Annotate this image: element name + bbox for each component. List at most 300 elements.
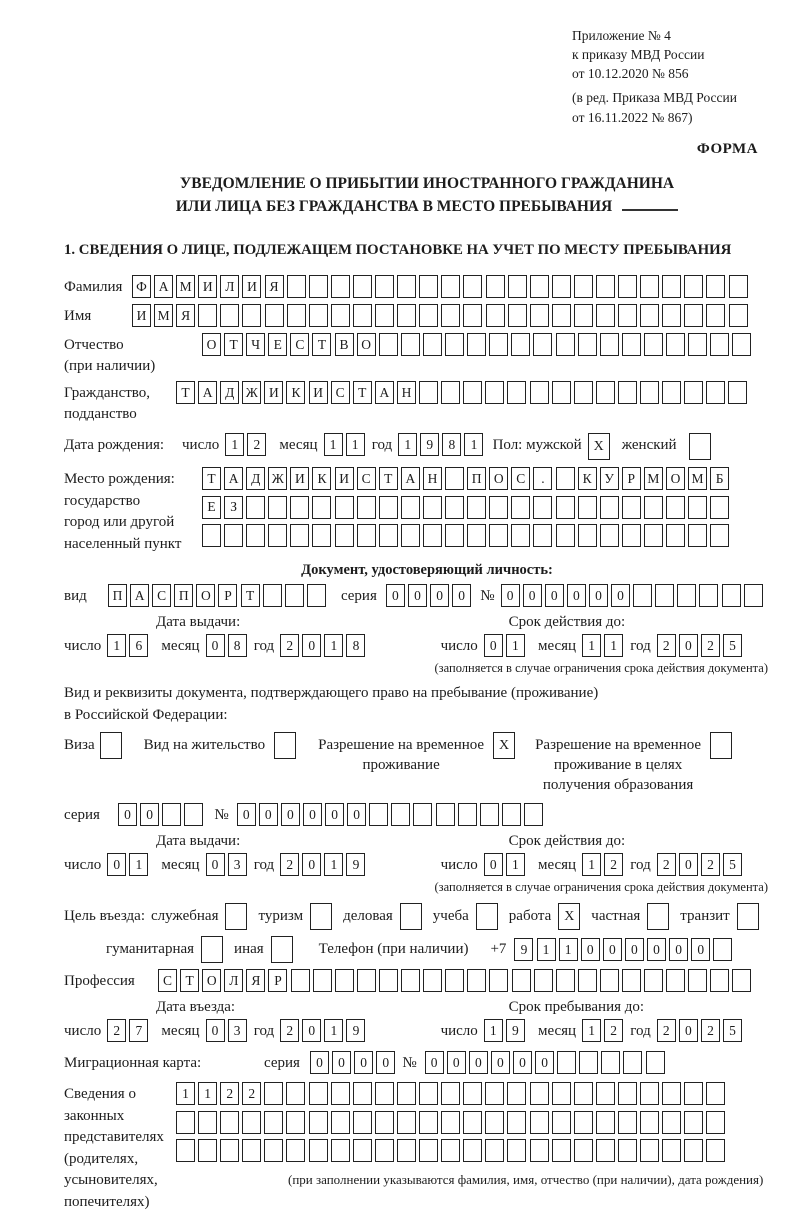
citizenship-cell[interactable] [463, 381, 482, 404]
migration-number-cell[interactable] [646, 1051, 665, 1074]
guardians-cell[interactable] [286, 1082, 305, 1105]
birth-place-cell[interactable] [423, 496, 442, 519]
id-doc-number-cell[interactable] [655, 584, 674, 607]
permit-number-cell[interactable] [524, 803, 543, 826]
patronymic-cell[interactable] [622, 333, 641, 356]
guardians-cell[interactable] [552, 1082, 571, 1105]
profession-cell[interactable]: Т [180, 969, 199, 992]
guardians-cell[interactable] [684, 1139, 703, 1162]
guardians-cell[interactable] [640, 1082, 659, 1105]
entry-year-cell[interactable]: 0 [302, 1019, 321, 1042]
citizenship-cell[interactable]: Ж [242, 381, 261, 404]
guardians-cell[interactable] [485, 1082, 504, 1105]
birth-place-cell[interactable] [489, 524, 508, 547]
guardians-cell[interactable] [375, 1082, 394, 1105]
guardians-cell[interactable] [353, 1111, 372, 1134]
guardians-cell[interactable] [463, 1139, 482, 1162]
guardians-cell[interactable] [706, 1111, 725, 1134]
patronymic-cell[interactable] [644, 333, 663, 356]
birth-place-cell[interactable]: Е [202, 496, 221, 519]
guardians-cell[interactable] [309, 1139, 328, 1162]
guardians-cell[interactable] [684, 1082, 703, 1105]
permit-series-cell[interactable]: 0 [140, 803, 159, 826]
id-issue-day-cell[interactable]: 1 [107, 634, 126, 657]
phone-cell[interactable]: 0 [625, 938, 644, 961]
guardians-cell[interactable] [618, 1111, 637, 1134]
birth-place-cell[interactable] [202, 524, 221, 547]
birth-place-cell[interactable] [600, 524, 619, 547]
guardians-cell[interactable] [198, 1139, 217, 1162]
id-doc-number-cell[interactable] [677, 584, 696, 607]
id-doc-series-cell[interactable]: 0 [452, 584, 471, 607]
name-cell[interactable] [397, 304, 416, 327]
id-doc-type-cell[interactable]: С [152, 584, 171, 607]
guardians-cell[interactable] [198, 1111, 217, 1134]
phone-cell[interactable]: 0 [603, 938, 622, 961]
patronymic-cell[interactable]: Ч [246, 333, 265, 356]
id-valid-day-cell[interactable]: 0 [484, 634, 503, 657]
guardians-cell[interactable] [441, 1082, 460, 1105]
guardians-cell[interactable] [618, 1139, 637, 1162]
birth-place-cell[interactable] [268, 496, 287, 519]
birth-year-cell[interactable]: 8 [442, 433, 461, 456]
profession-cell[interactable] [379, 969, 398, 992]
id-issue-month-cell[interactable]: 8 [228, 634, 247, 657]
surname-cell[interactable] [596, 275, 615, 298]
guardians-cell[interactable] [176, 1111, 195, 1134]
patronymic-cell[interactable]: О [202, 333, 221, 356]
guardians-cell[interactable] [507, 1139, 526, 1162]
phone-cell[interactable]: 0 [581, 938, 600, 961]
migration-number-cell[interactable] [557, 1051, 576, 1074]
birth-place-cell[interactable] [511, 496, 530, 519]
migration-number-cell[interactable]: 0 [491, 1051, 510, 1074]
guardians-cell[interactable] [485, 1111, 504, 1134]
temp-residence-checkbox[interactable]: X [493, 732, 515, 759]
guardians-cell[interactable] [485, 1139, 504, 1162]
patronymic-cell[interactable]: Т [312, 333, 331, 356]
entry-month-cell[interactable]: 0 [206, 1019, 225, 1042]
id-issue-year-cell[interactable]: 2 [280, 634, 299, 657]
id-doc-type-cell[interactable]: А [130, 584, 149, 607]
official-checkbox[interactable] [225, 903, 247, 930]
guardians-cell[interactable] [264, 1139, 283, 1162]
permit-number-cell[interactable] [436, 803, 455, 826]
id-issue-month-cell[interactable]: 0 [206, 634, 225, 657]
phone-cell[interactable]: 1 [537, 938, 556, 961]
guardians-cell[interactable] [286, 1111, 305, 1134]
birth-place-cell[interactable] [556, 524, 575, 547]
birth-place-cell[interactable]: С [511, 467, 530, 490]
permit-number-cell[interactable]: 0 [347, 803, 366, 826]
stay-month-cell[interactable]: 1 [582, 1019, 601, 1042]
humanitarian-checkbox[interactable] [201, 936, 223, 963]
birth-place-cell[interactable]: П [467, 467, 486, 490]
migration-number-cell[interactable] [623, 1051, 642, 1074]
surname-cell[interactable]: Л [220, 275, 239, 298]
surname-cell[interactable]: М [176, 275, 195, 298]
transit-checkbox[interactable] [737, 903, 759, 930]
birth-place-cell[interactable]: К [578, 467, 597, 490]
birth-place-cell[interactable] [666, 524, 685, 547]
profession-cell[interactable] [423, 969, 442, 992]
birth-place-cell[interactable]: У [600, 467, 619, 490]
guardians-cell[interactable]: 1 [198, 1082, 217, 1105]
guardians-cell[interactable] [419, 1111, 438, 1134]
citizenship-cell[interactable] [507, 381, 526, 404]
surname-cell[interactable] [486, 275, 505, 298]
phone-cell[interactable] [713, 938, 732, 961]
permit-number-cell[interactable] [413, 803, 432, 826]
migration-number-cell[interactable]: 0 [447, 1051, 466, 1074]
id-valid-month-cell[interactable]: 1 [582, 634, 601, 657]
birth-month-cell[interactable]: 1 [346, 433, 365, 456]
migration-number-cell[interactable] [601, 1051, 620, 1074]
surname-cell[interactable] [331, 275, 350, 298]
permit-issue-day-cell[interactable]: 0 [107, 853, 126, 876]
guardians-cell[interactable] [331, 1082, 350, 1105]
surname-cell[interactable] [508, 275, 527, 298]
permit-issue-year-cell[interactable]: 1 [324, 853, 343, 876]
surname-cell[interactable]: Я [265, 275, 284, 298]
id-doc-series-cell[interactable]: 0 [408, 584, 427, 607]
permit-number-cell[interactable]: 0 [303, 803, 322, 826]
visa-checkbox[interactable] [100, 732, 122, 759]
patronymic-cell[interactable] [445, 333, 464, 356]
name-cell[interactable] [596, 304, 615, 327]
guardians-cell[interactable] [662, 1082, 681, 1105]
birth-place-cell[interactable] [246, 524, 265, 547]
birth-place-cell[interactable] [312, 524, 331, 547]
guardians-cell[interactable] [441, 1111, 460, 1134]
surname-cell[interactable]: И [198, 275, 217, 298]
birth-year-cell[interactable]: 1 [464, 433, 483, 456]
birth-day-cell[interactable]: 2 [247, 433, 266, 456]
permit-number-cell[interactable]: 0 [281, 803, 300, 826]
surname-cell[interactable] [287, 275, 306, 298]
residence-permit-checkbox[interactable] [274, 732, 296, 759]
id-doc-series-cell[interactable]: 0 [386, 584, 405, 607]
birth-place-cell[interactable]: Д [246, 467, 265, 490]
surname-cell[interactable] [552, 275, 571, 298]
birth-place-cell[interactable]: К [312, 467, 331, 490]
profession-cell[interactable] [489, 969, 508, 992]
citizenship-cell[interactable] [706, 381, 725, 404]
business-checkbox[interactable] [400, 903, 422, 930]
birth-place-cell[interactable]: Ж [268, 467, 287, 490]
guardians-cell[interactable] [530, 1111, 549, 1134]
name-cell[interactable] [353, 304, 372, 327]
id-issue-year-cell[interactable]: 1 [324, 634, 343, 657]
id-doc-type-cell[interactable]: Т [241, 584, 260, 607]
guardians-cell[interactable] [220, 1111, 239, 1134]
birth-place-cell[interactable]: А [401, 467, 420, 490]
citizenship-cell[interactable]: И [264, 381, 283, 404]
guardians-cell[interactable] [596, 1139, 615, 1162]
guardians-cell[interactable] [552, 1111, 571, 1134]
permit-valid-year-cell[interactable]: 5 [723, 853, 742, 876]
name-cell[interactable]: И [132, 304, 151, 327]
patronymic-cell[interactable]: С [290, 333, 309, 356]
profession-cell[interactable] [357, 969, 376, 992]
guardians-cell[interactable]: 2 [220, 1082, 239, 1105]
birth-place-cell[interactable] [423, 524, 442, 547]
patronymic-cell[interactable] [710, 333, 729, 356]
profession-cell[interactable]: С [158, 969, 177, 992]
citizenship-cell[interactable]: С [331, 381, 350, 404]
guardians-cell[interactable] [375, 1111, 394, 1134]
citizenship-cell[interactable]: Т [176, 381, 195, 404]
citizenship-cell[interactable] [441, 381, 460, 404]
name-cell[interactable] [309, 304, 328, 327]
female-checkbox[interactable] [689, 433, 711, 460]
id-doc-type-cell[interactable]: П [108, 584, 127, 607]
phone-cell[interactable]: 0 [647, 938, 666, 961]
patronymic-cell[interactable] [423, 333, 442, 356]
birth-place-cell[interactable] [688, 524, 707, 547]
citizenship-cell[interactable] [728, 381, 747, 404]
birth-place-cell[interactable]: С [357, 467, 376, 490]
guardians-cell[interactable] [706, 1082, 725, 1105]
guardians-cell[interactable] [706, 1139, 725, 1162]
citizenship-cell[interactable] [596, 381, 615, 404]
patronymic-cell[interactable] [379, 333, 398, 356]
birth-place-cell[interactable] [312, 496, 331, 519]
birth-year-cell[interactable]: 1 [398, 433, 417, 456]
id-doc-number-cell[interactable] [699, 584, 718, 607]
id-valid-year-cell[interactable]: 0 [679, 634, 698, 657]
birth-place-cell[interactable] [710, 524, 729, 547]
entry-year-cell[interactable]: 2 [280, 1019, 299, 1042]
birth-place-cell[interactable] [290, 524, 309, 547]
guardians-cell[interactable] [242, 1139, 261, 1162]
guardians-cell[interactable]: 2 [242, 1082, 261, 1105]
birth-place-cell[interactable]: Б [710, 467, 729, 490]
tourism-checkbox[interactable] [310, 903, 332, 930]
name-cell[interactable] [662, 304, 681, 327]
birth-place-cell[interactable] [246, 496, 265, 519]
permit-valid-year-cell[interactable]: 0 [679, 853, 698, 876]
private-checkbox[interactable] [647, 903, 669, 930]
permit-valid-day-cell[interactable]: 1 [506, 853, 525, 876]
citizenship-cell[interactable] [530, 381, 549, 404]
stay-year-cell[interactable]: 2 [701, 1019, 720, 1042]
stay-day-cell[interactable]: 9 [506, 1019, 525, 1042]
birth-place-cell[interactable] [644, 496, 663, 519]
id-valid-year-cell[interactable]: 5 [723, 634, 742, 657]
profession-cell[interactable]: Л [224, 969, 243, 992]
citizenship-cell[interactable]: Д [220, 381, 239, 404]
other-checkbox[interactable] [271, 936, 293, 963]
id-doc-number-cell[interactable] [744, 584, 763, 607]
male-checkbox[interactable]: X [588, 433, 610, 460]
birth-place-cell[interactable] [600, 496, 619, 519]
name-cell[interactable] [463, 304, 482, 327]
profession-cell[interactable] [401, 969, 420, 992]
name-cell[interactable] [331, 304, 350, 327]
migration-number-cell[interactable]: 0 [425, 1051, 444, 1074]
migration-number-cell[interactable]: 0 [535, 1051, 554, 1074]
guardians-cell[interactable] [309, 1111, 328, 1134]
birth-place-cell[interactable] [666, 496, 685, 519]
birth-place-cell[interactable]: . [533, 467, 552, 490]
permit-valid-month-cell[interactable]: 2 [604, 853, 623, 876]
citizenship-cell[interactable]: И [309, 381, 328, 404]
surname-cell[interactable] [463, 275, 482, 298]
surname-cell[interactable] [684, 275, 703, 298]
surname-cell[interactable] [662, 275, 681, 298]
citizenship-cell[interactable] [574, 381, 593, 404]
profession-cell[interactable] [666, 969, 685, 992]
birth-place-cell[interactable] [357, 524, 376, 547]
name-cell[interactable] [265, 304, 284, 327]
id-doc-series-cell[interactable]: 0 [430, 584, 449, 607]
entry-day-cell[interactable]: 2 [107, 1019, 126, 1042]
surname-cell[interactable] [353, 275, 372, 298]
guardians-cell[interactable] [220, 1139, 239, 1162]
patronymic-cell[interactable] [556, 333, 575, 356]
guardians-cell[interactable] [441, 1139, 460, 1162]
patronymic-cell[interactable] [489, 333, 508, 356]
migration-number-cell[interactable] [579, 1051, 598, 1074]
name-cell[interactable] [486, 304, 505, 327]
migration-series-cell[interactable]: 0 [310, 1051, 329, 1074]
profession-cell[interactable] [291, 969, 310, 992]
citizenship-cell[interactable]: А [375, 381, 394, 404]
patronymic-cell[interactable] [533, 333, 552, 356]
profession-cell[interactable] [313, 969, 332, 992]
guardians-cell[interactable] [264, 1111, 283, 1134]
birth-place-cell[interactable]: З [224, 496, 243, 519]
citizenship-cell[interactable]: А [198, 381, 217, 404]
patronymic-cell[interactable] [401, 333, 420, 356]
permit-issue-year-cell[interactable]: 9 [346, 853, 365, 876]
permit-series-cell[interactable] [184, 803, 203, 826]
name-cell[interactable] [508, 304, 527, 327]
permit-number-cell[interactable]: 0 [259, 803, 278, 826]
id-doc-number-cell[interactable] [722, 584, 741, 607]
citizenship-cell[interactable]: К [286, 381, 305, 404]
birth-month-cell[interactable]: 1 [324, 433, 343, 456]
guardians-cell[interactable] [618, 1082, 637, 1105]
citizenship-cell[interactable] [662, 381, 681, 404]
surname-cell[interactable] [729, 275, 748, 298]
id-issue-year-cell[interactable]: 8 [346, 634, 365, 657]
citizenship-cell[interactable] [684, 381, 703, 404]
birth-place-cell[interactable] [467, 496, 486, 519]
permit-series-cell[interactable] [162, 803, 181, 826]
id-doc-type-cell[interactable] [263, 584, 282, 607]
phone-cell[interactable]: 0 [691, 938, 710, 961]
permit-number-cell[interactable]: 0 [325, 803, 344, 826]
patronymic-cell[interactable] [688, 333, 707, 356]
id-doc-number-cell[interactable]: 0 [567, 584, 586, 607]
surname-cell[interactable] [397, 275, 416, 298]
citizenship-cell[interactable] [552, 381, 571, 404]
name-cell[interactable] [419, 304, 438, 327]
id-doc-type-cell[interactable] [285, 584, 304, 607]
citizenship-cell[interactable] [618, 381, 637, 404]
stay-day-cell[interactable]: 1 [484, 1019, 503, 1042]
stay-year-cell[interactable]: 2 [657, 1019, 676, 1042]
permit-number-cell[interactable] [480, 803, 499, 826]
id-valid-month-cell[interactable]: 1 [604, 634, 623, 657]
work-checkbox[interactable]: X [558, 903, 580, 930]
permit-number-cell[interactable] [369, 803, 388, 826]
profession-cell[interactable]: Р [268, 969, 287, 992]
birth-place-cell[interactable]: О [666, 467, 685, 490]
guardians-cell[interactable]: 1 [176, 1082, 195, 1105]
permit-valid-year-cell[interactable]: 2 [701, 853, 720, 876]
permit-number-cell[interactable] [502, 803, 521, 826]
permit-issue-year-cell[interactable]: 2 [280, 853, 299, 876]
profession-cell[interactable] [600, 969, 619, 992]
id-doc-number-cell[interactable]: 0 [589, 584, 608, 607]
permit-number-cell[interactable] [391, 803, 410, 826]
surname-cell[interactable] [309, 275, 328, 298]
id-doc-number-cell[interactable]: 0 [545, 584, 564, 607]
name-cell[interactable] [375, 304, 394, 327]
guardians-cell[interactable] [662, 1139, 681, 1162]
id-valid-year-cell[interactable]: 2 [701, 634, 720, 657]
guardians-cell[interactable] [530, 1082, 549, 1105]
birth-place-cell[interactable] [489, 496, 508, 519]
guardians-cell[interactable] [596, 1111, 615, 1134]
id-doc-number-cell[interactable]: 0 [523, 584, 542, 607]
permit-issue-month-cell[interactable]: 0 [206, 853, 225, 876]
name-cell[interactable] [552, 304, 571, 327]
id-valid-day-cell[interactable]: 1 [506, 634, 525, 657]
profession-cell[interactable] [467, 969, 486, 992]
birth-place-cell[interactable]: О [489, 467, 508, 490]
id-doc-number-cell[interactable] [633, 584, 652, 607]
surname-cell[interactable]: Ф [132, 275, 151, 298]
birth-place-cell[interactable] [556, 467, 575, 490]
birth-place-cell[interactable] [622, 524, 641, 547]
profession-cell[interactable] [445, 969, 464, 992]
entry-month-cell[interactable]: 3 [228, 1019, 247, 1042]
patronymic-cell[interactable] [467, 333, 486, 356]
profession-cell[interactable] [622, 969, 641, 992]
birth-place-cell[interactable] [644, 524, 663, 547]
permit-number-cell[interactable]: 0 [237, 803, 256, 826]
permit-valid-month-cell[interactable]: 1 [582, 853, 601, 876]
profession-cell[interactable] [688, 969, 707, 992]
birth-place-cell[interactable] [533, 524, 552, 547]
name-cell[interactable] [618, 304, 637, 327]
profession-cell[interactable] [644, 969, 663, 992]
study-checkbox[interactable] [476, 903, 498, 930]
guardians-cell[interactable] [397, 1082, 416, 1105]
migration-series-cell[interactable]: 0 [354, 1051, 373, 1074]
surname-cell[interactable]: А [154, 275, 173, 298]
surname-cell[interactable] [574, 275, 593, 298]
permit-valid-day-cell[interactable]: 0 [484, 853, 503, 876]
id-doc-number-cell[interactable]: 0 [501, 584, 520, 607]
surname-cell[interactable]: И [242, 275, 261, 298]
guardians-cell[interactable] [286, 1139, 305, 1162]
id-doc-type-cell[interactable] [307, 584, 326, 607]
birth-place-cell[interactable] [445, 496, 464, 519]
stay-year-cell[interactable]: 0 [679, 1019, 698, 1042]
patronymic-cell[interactable]: Т [224, 333, 243, 356]
stay-year-cell[interactable]: 5 [723, 1019, 742, 1042]
profession-cell[interactable] [578, 969, 597, 992]
surname-cell[interactable] [618, 275, 637, 298]
guardians-cell[interactable] [242, 1111, 261, 1134]
permit-number-cell[interactable] [458, 803, 477, 826]
birth-place-cell[interactable]: А [224, 467, 243, 490]
